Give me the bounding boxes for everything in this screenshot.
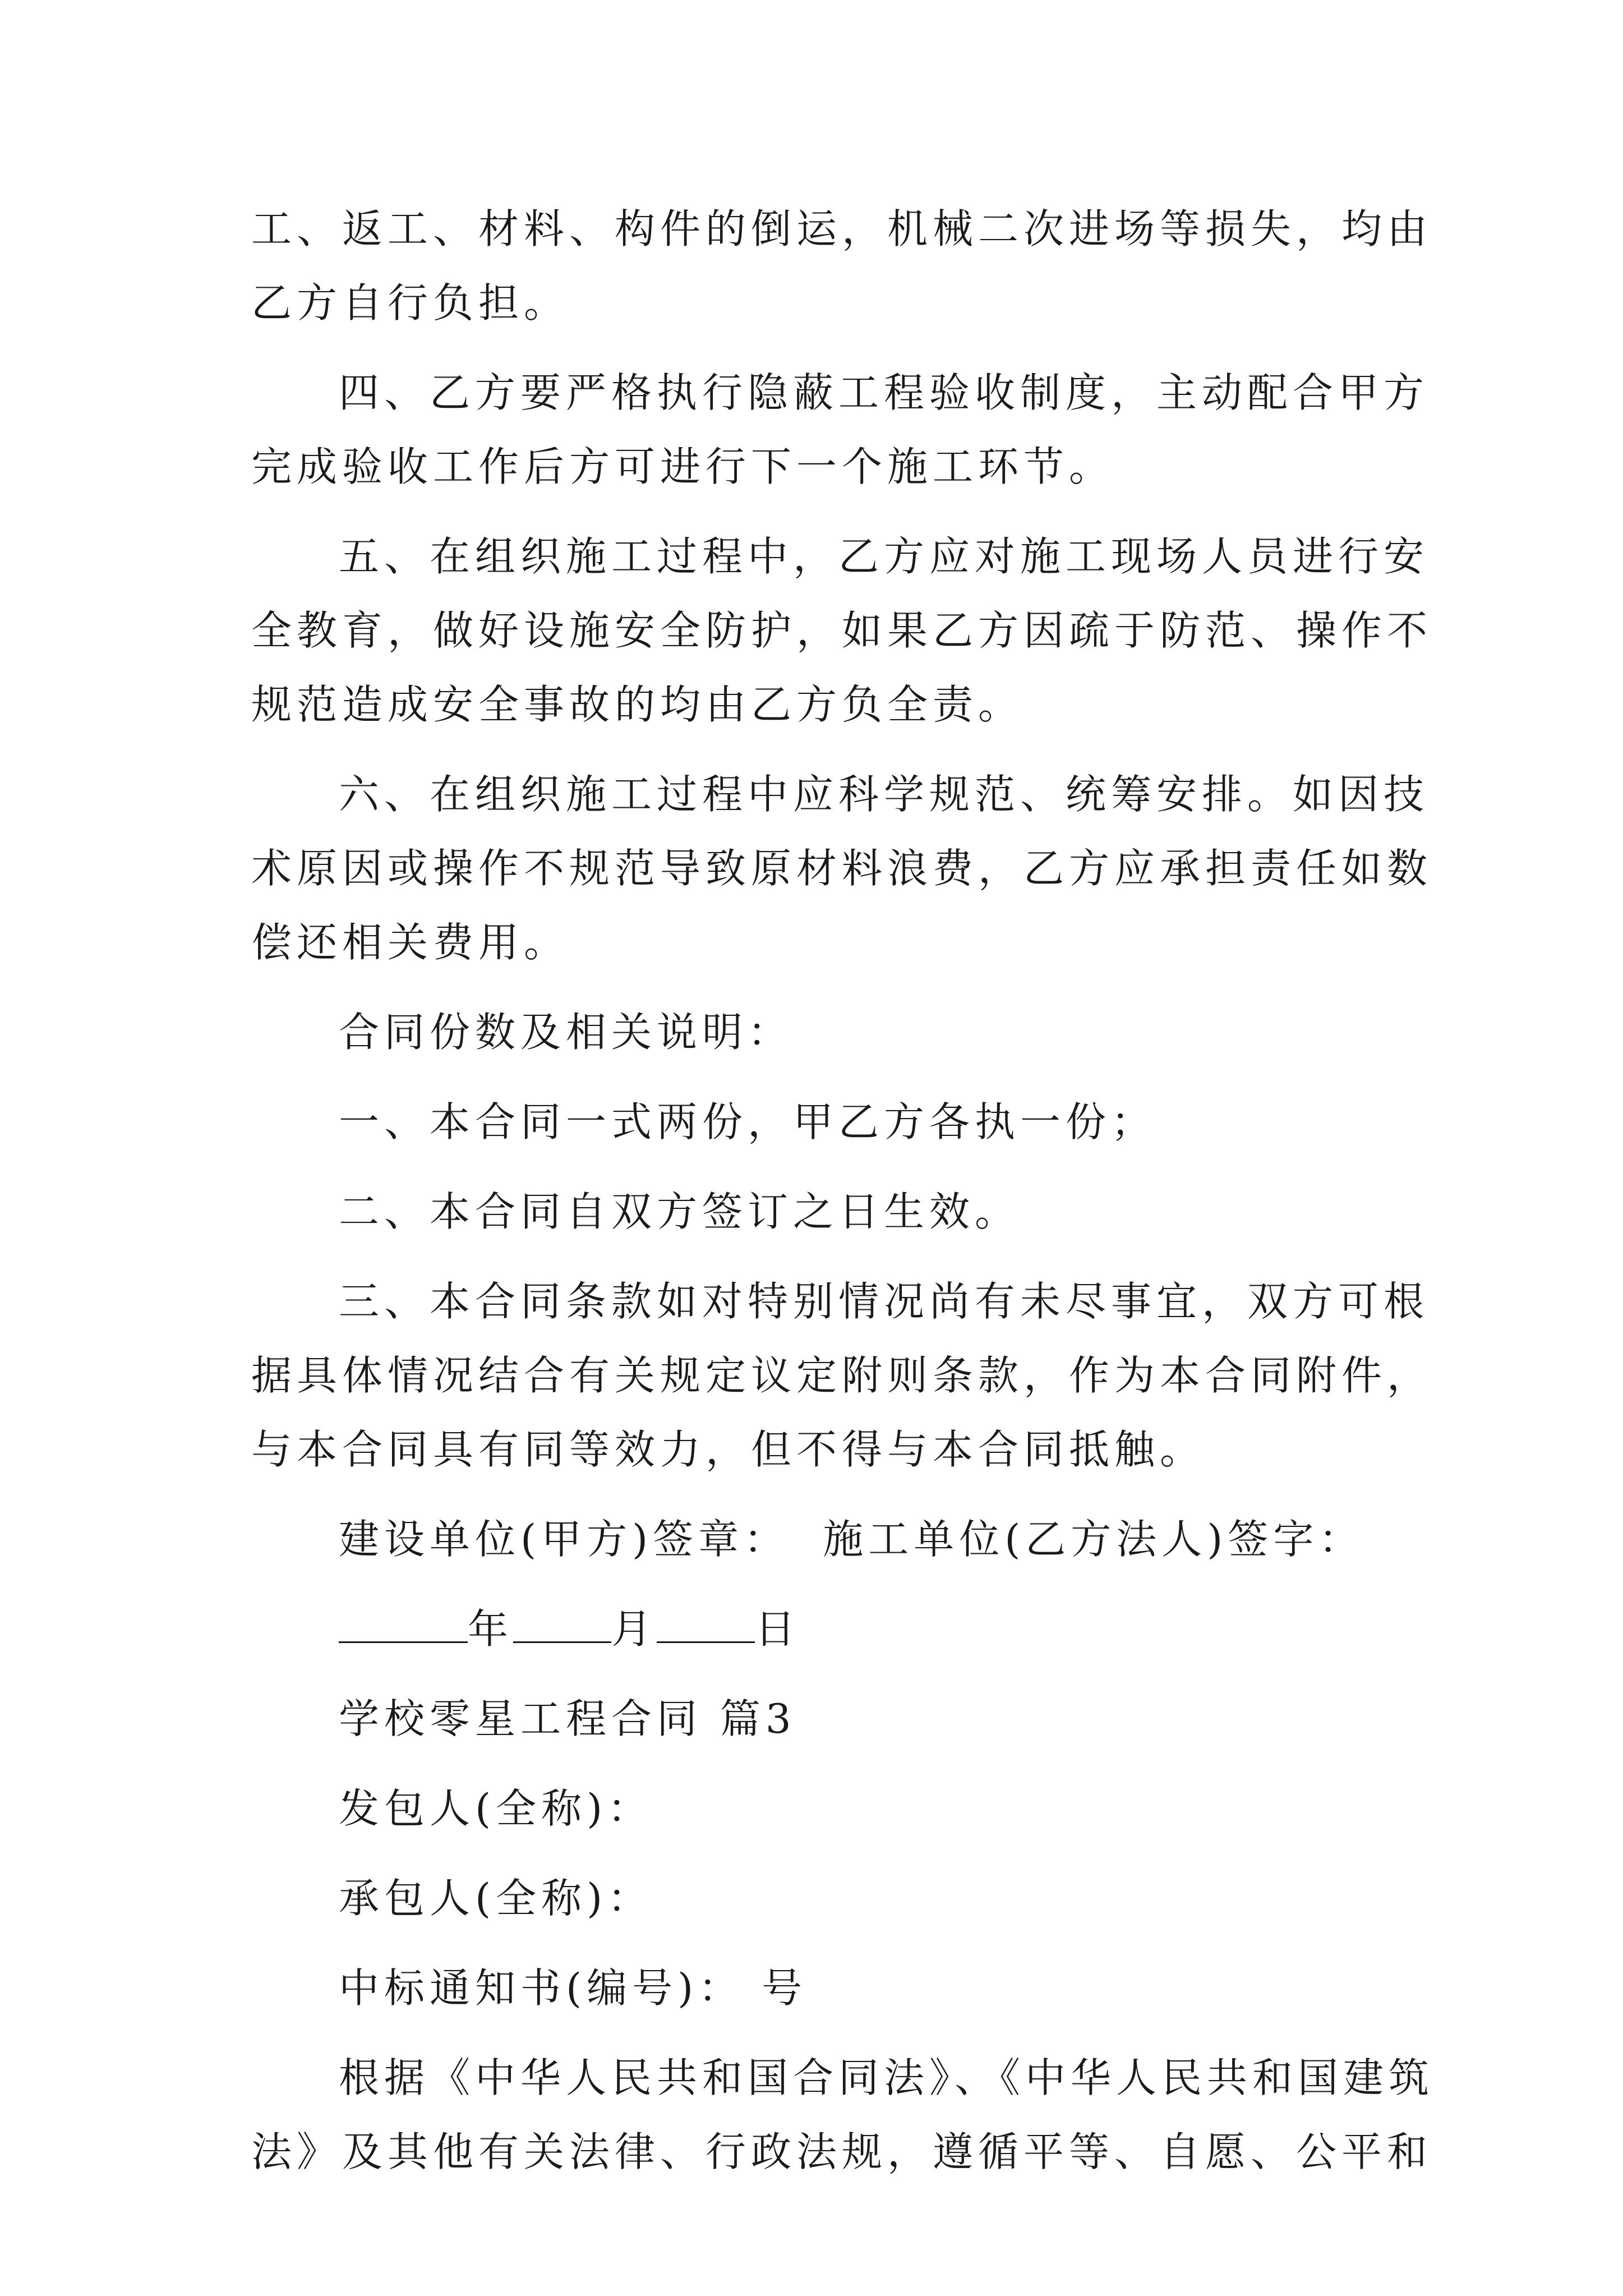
date-line bbox=[251, 1602, 1378, 1656]
party-a-signature-label: 建设单位(甲方)签章： bbox=[339, 1516, 790, 1563]
month-blank bbox=[513, 1604, 611, 1643]
month-label: 月 bbox=[611, 1605, 657, 1653]
paragraph-line: 根据《中华人民共和国合同法》、《中华人民共和国建筑 bbox=[339, 2054, 1435, 2101]
signature-line bbox=[251, 1512, 1378, 1566]
copies-item-2: 二、本合同自双方签订之日生效。 bbox=[339, 1188, 1021, 1235]
employer-label: 发包人(全称)： bbox=[339, 1785, 653, 1832]
day-blank bbox=[657, 1604, 755, 1643]
paragraph-line: 完成验收工作后方可进行下一个施工环节。 bbox=[251, 443, 1115, 490]
paragraph-line: 偿还相关费用。 bbox=[251, 919, 570, 966]
clause-4 bbox=[251, 366, 1430, 494]
section-title: 学校零星工程合同 篇3 bbox=[339, 1695, 796, 1742]
paragraph-line: 六、在组织施工过程中应科学规范、统筹安排。如因技 bbox=[339, 771, 1430, 818]
clause-6 bbox=[251, 767, 1433, 969]
paragraph-line: 乙方自行负担。 bbox=[251, 279, 570, 326]
year-blank bbox=[339, 1604, 468, 1643]
clause-5 bbox=[251, 530, 1433, 731]
copies-heading: 合同份数及相关说明： bbox=[339, 1009, 794, 1056]
document-page bbox=[251, 202, 1435, 2179]
contractor-label: 承包人(全称)： bbox=[339, 1875, 653, 1922]
paragraph-line: 据具体情况结合有关规定议定附则条款，作为本合同附件， bbox=[251, 1352, 1433, 1399]
paragraph-line: 规范造成安全事故的均由乙方负全责。 bbox=[251, 681, 1024, 728]
paragraph-line: 术原因或操作不规范导致原材料浪费，乙方应承担责任如数 bbox=[251, 845, 1433, 892]
bid-notice-label: 中标通知书(编号)： 号 bbox=[339, 1964, 808, 2012]
paragraph-line: 工、返工、材料、构件的倒运，机械二次进场等损失，均由 bbox=[251, 205, 1433, 252]
copies-item-3 bbox=[251, 1274, 1433, 1476]
clause-3-continuation bbox=[251, 202, 1433, 330]
paragraph-line: 全教育，做好设施安全防护，如果乙方因疏于防范、操作不 bbox=[251, 607, 1433, 654]
paragraph-line: 法》及其他有关法律、行政法规，遵循平等、自愿、公平和 bbox=[251, 2128, 1433, 2175]
basis-paragraph bbox=[251, 2051, 1435, 2179]
paragraph-line: 四、乙方要严格执行隐蔽工程验收制度，主动配合甲方 bbox=[339, 369, 1430, 416]
copies-item-1: 一、本合同一式两份，甲乙方各执一份； bbox=[339, 1098, 1157, 1145]
day-label: 日 bbox=[755, 1605, 801, 1653]
party-b-signature-label: 施工单位(乙方法人)签字： bbox=[823, 1516, 1364, 1563]
year-label: 年 bbox=[468, 1605, 514, 1653]
paragraph-line: 三、本合同条款如对特别情况尚有未尽事宜，双方可根 bbox=[339, 1278, 1430, 1325]
paragraph-line: 五、在组织施工过程中，乙方应对施工现场人员进行安 bbox=[339, 533, 1430, 580]
paragraph-line: 与本合同具有同等效力，但不得与本合同抵触。 bbox=[251, 1426, 1206, 1473]
